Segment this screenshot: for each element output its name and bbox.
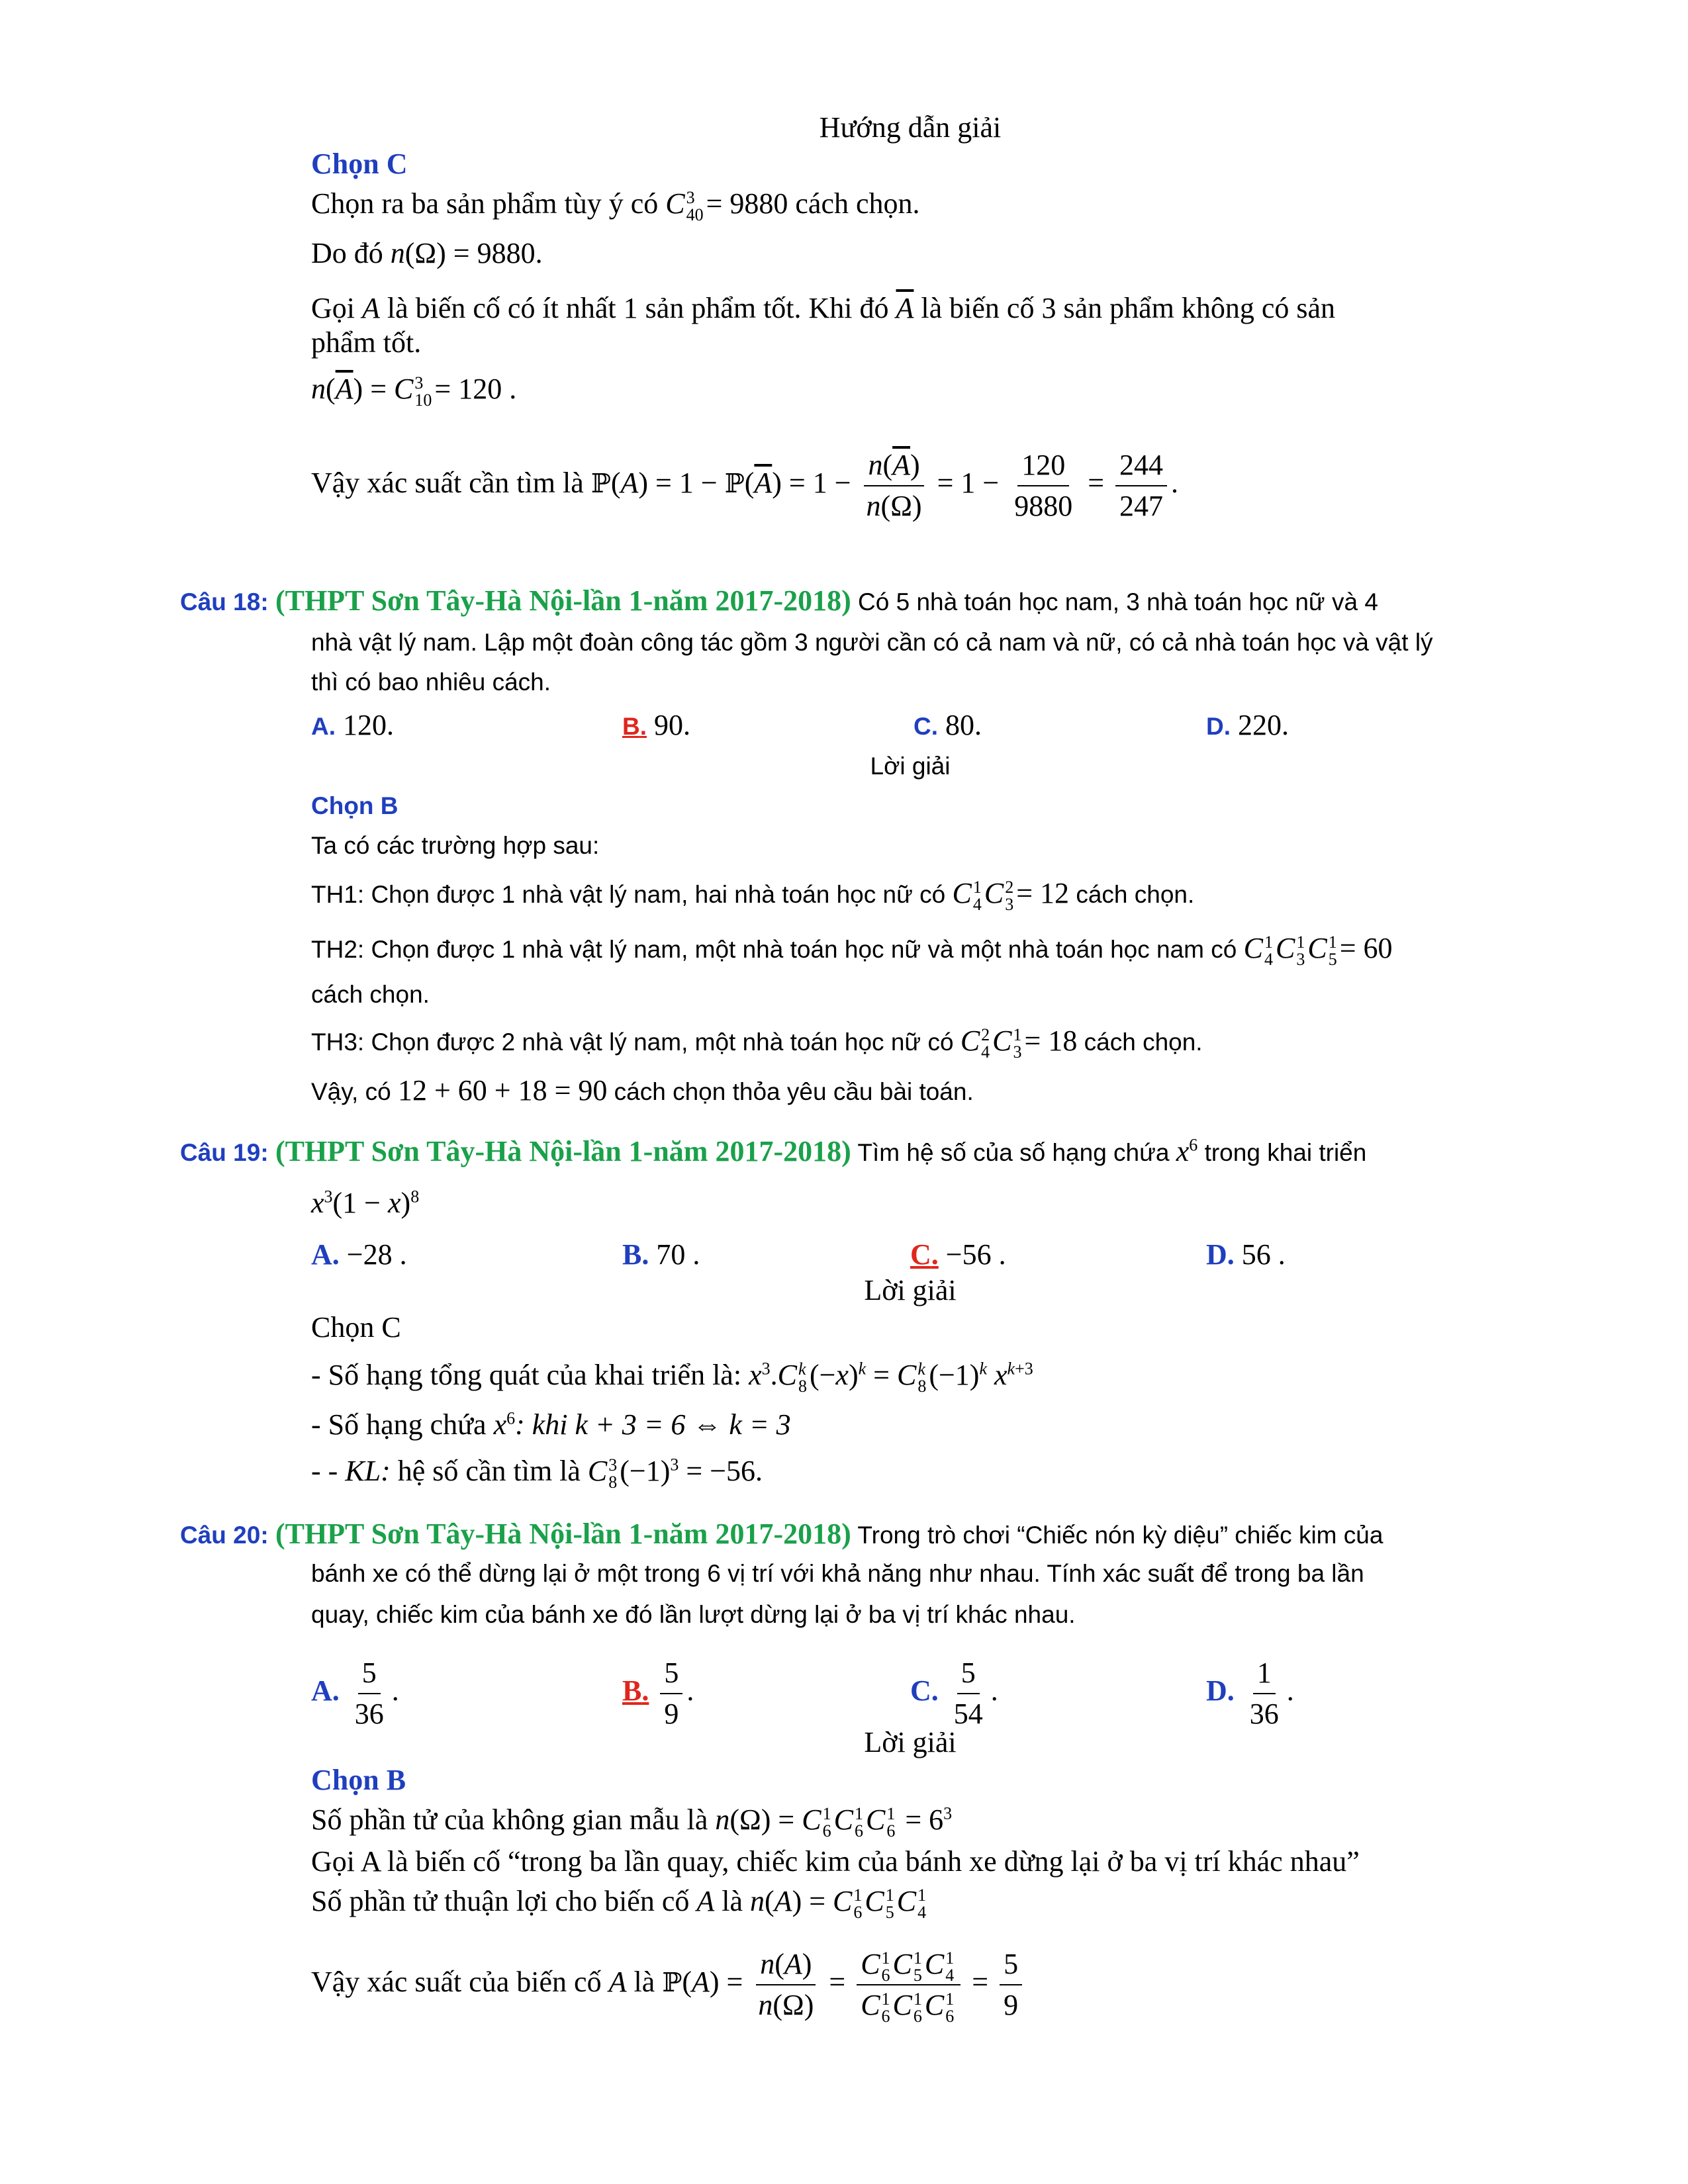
solution-heading: Hướng dẫn giải bbox=[819, 111, 1002, 144]
option-b[interactable]: B. 70 . bbox=[622, 1238, 700, 1271]
solution-heading: Lời giải bbox=[864, 1274, 957, 1306]
text-line: phẩm tốt. bbox=[311, 326, 422, 359]
answer-options bbox=[0, 707, 1688, 744]
option-b[interactable]: B. $\frac{5}{9}$ . bbox=[622, 1648, 694, 1734]
math-line: - - KL: hệ số cần tìm là C 3 8 $(-1)^3 = -56$. bbox=[311, 1455, 763, 1492]
text-line: nhà vật lý nam. Lập một đoàn công tác gồm 3 người cần có cả nam và nữ, có cả nhà toán học và vật lý bbox=[311, 629, 1433, 656]
option-b[interactable]: B. 90. bbox=[622, 709, 691, 741]
text-line: Chọn ra ba sản phẩm tùy ý có C 3 40 = 9880 cách chọn. bbox=[311, 187, 920, 224]
choice-answer: Chọn C bbox=[311, 1311, 401, 1343]
question-20-line: Câu 20: (THPT Sơn Tây-Hà Nội-lần 1-năm 2017-2018) Trong trò chơi “Chiếc nón kỳ diệu” chiếc kim của bbox=[180, 1518, 1383, 1550]
option-a[interactable]: A. $\frac{5}{36}$ . bbox=[311, 1648, 399, 1734]
math-line: - Số hạng chứa $x^6$: khi k + 3 = 6 ⇔ k = 3 bbox=[311, 1408, 791, 1441]
text-line: Gọi A là biến cố “trong ba lần quay, chiếc kim của bánh xe dừng lại ở ba vị trí khác nhau” bbox=[311, 1845, 1360, 1878]
option-d[interactable]: D. 56 . bbox=[1206, 1238, 1286, 1271]
text-line: Gọi A là biến cố có ít nhất 1 sản phẩm tốt. Khi đó $\overline{A}$ là biến cố 3 sản phẩm không có sản bbox=[311, 292, 1336, 324]
fraction: C 1 6 C 1 5 C 1 4 C 1 6 C 1 6 C 1 6 bbox=[857, 1944, 961, 2025]
text-line: Do đó n(Ω) = 9880. bbox=[311, 237, 543, 269]
fraction: $\frac{244}{247}$ bbox=[1115, 445, 1167, 526]
question-19-line: Câu 19: (THPT Sơn Tây-Hà Nội-lần 1-năm 2017-2018) Tìm hệ số của số hạng chứa $x^6$ trong khai triển bbox=[180, 1135, 1367, 1167]
question-label: Câu 18: bbox=[180, 588, 269, 615]
text-line: quay, chiếc kim của bánh xe đó lần lượt dừng lại ở ba vị trí khác nhau. bbox=[311, 1601, 1076, 1628]
solution-heading: Lời giải bbox=[870, 752, 951, 780]
case-line: TH3: Chọn được 2 nhà vật lý nam, một nhà toán học nữ có C 2 4 C 1 3 = 18 cách chọn. bbox=[311, 1024, 1203, 1062]
fraction: $\frac{120}{9880}$ bbox=[1010, 445, 1076, 526]
fraction: $\frac{n(A)}{n(\Omega)}$ bbox=[754, 1944, 818, 2025]
case-line: TH1: Chọn được 1 nhà vật lý nam, hai nhà toán học nữ có C 1 4 C 2 3 = 12 cách chọn. bbox=[311, 877, 1195, 914]
option-c[interactable]: C. $\frac{5}{54}$ . bbox=[910, 1648, 998, 1734]
answer-options bbox=[0, 1236, 1688, 1273]
choice-answer: Chọn B bbox=[311, 1764, 406, 1796]
option-c[interactable]: C. −56 . bbox=[910, 1238, 1006, 1271]
text-line: Ta có các trường hợp sau: bbox=[311, 832, 600, 859]
question-source: (THPT Sơn Tây-Hà Nội-lần 1-năm 2017-2018) bbox=[275, 1518, 851, 1550]
math-line: $n(\overline{A}) = C$ 3 10 = 120 . bbox=[311, 373, 517, 410]
text-line: thì có bao nhiêu cách. bbox=[311, 668, 551, 696]
math-line: Số phần tử của không gian mẫu là n(Ω) = C 1 6 C 1 6 C 1 6 = $6^3$ bbox=[311, 1803, 953, 1841]
math-line: Số phần tử thuận lợi cho biến cố A là n(A) = C 1 6 C 1 5 C 1 4 bbox=[311, 1885, 927, 1922]
math-line: - Số hạng tổng quát của khai triển là: $x^3.C$ k 8 $(-x)^k = C$ k 8 $(-1)^k$ $x^{k+3}$ bbox=[311, 1359, 1033, 1396]
math-line: $x^3(1 - x)^8$ bbox=[311, 1187, 420, 1219]
solution-heading: Lời giải bbox=[864, 1726, 957, 1758]
option-d[interactable]: D. 220. bbox=[1206, 709, 1289, 741]
text-line: cách chọn. bbox=[311, 981, 430, 1008]
option-c[interactable]: C. 80. bbox=[914, 709, 982, 741]
choice-answer: Chọn B bbox=[311, 792, 399, 819]
choice-answer: Chọn C bbox=[311, 148, 408, 180]
question-label: Câu 19: bbox=[180, 1139, 269, 1166]
conclusion-line: Vậy, có 12 + 60 + 18 = 90 cách chọn thỏa yêu cầu bài toán. bbox=[311, 1074, 974, 1107]
question-label: Câu 20: bbox=[180, 1522, 269, 1549]
fraction: $\frac{5}{9}$ bbox=[1000, 1944, 1022, 2025]
question-source: (THPT Sơn Tây-Hà Nội-lần 1-năm 2017-2018) bbox=[275, 1135, 851, 1167]
option-d[interactable]: D. $\frac{1}{36}$ . bbox=[1206, 1648, 1294, 1734]
option-a[interactable]: A. 120. bbox=[311, 709, 395, 741]
question-18-line: Câu 18: (THPT Sơn Tây-Hà Nội-lần 1-năm 2017-2018) Có 5 nhà toán học nam, 3 nhà toán học nữ và 4 bbox=[180, 584, 1378, 617]
fraction: $\frac{n(\overline{A})}{n(\Omega)}$ bbox=[863, 445, 926, 526]
option-a[interactable]: A. −28 . bbox=[311, 1238, 407, 1271]
math-line: Vậy xác suất cần tìm là ℙ(A) = $1 - ℙ(\overline{A}) = 1$ − $\frac{n(\overline{A})}{n(\Omega)}$ = 1 − $\frac{120}{9880}$ = $\frac{244}{247}$ . bbox=[311, 440, 1178, 527]
question-source: (THPT Sơn Tây-Hà Nội-lần 1-năm 2017-2018) bbox=[275, 584, 851, 617]
text-line: bánh xe có thể dừng lại ở một trong 6 vị trí với khả năng như nhau. Tính xác suất để trong ba lần bbox=[311, 1560, 1364, 1587]
math-line: Vậy xác suất của biến cố A là ℙ(A) = $\frac{n(A)}{n(\Omega)}$ = C 1 6 C 1 5 C 1 4 C 1 6 C 1 6 C 1 6 = $\frac{5}{9}$ bbox=[311, 1939, 1026, 2026]
case-line: TH2: Chọn được 1 nhà vật lý nam, một nhà toán học nữ và một nhà toán học nam có C 1 4 C 1 3 C 1 5 = 60 bbox=[311, 932, 1393, 969]
